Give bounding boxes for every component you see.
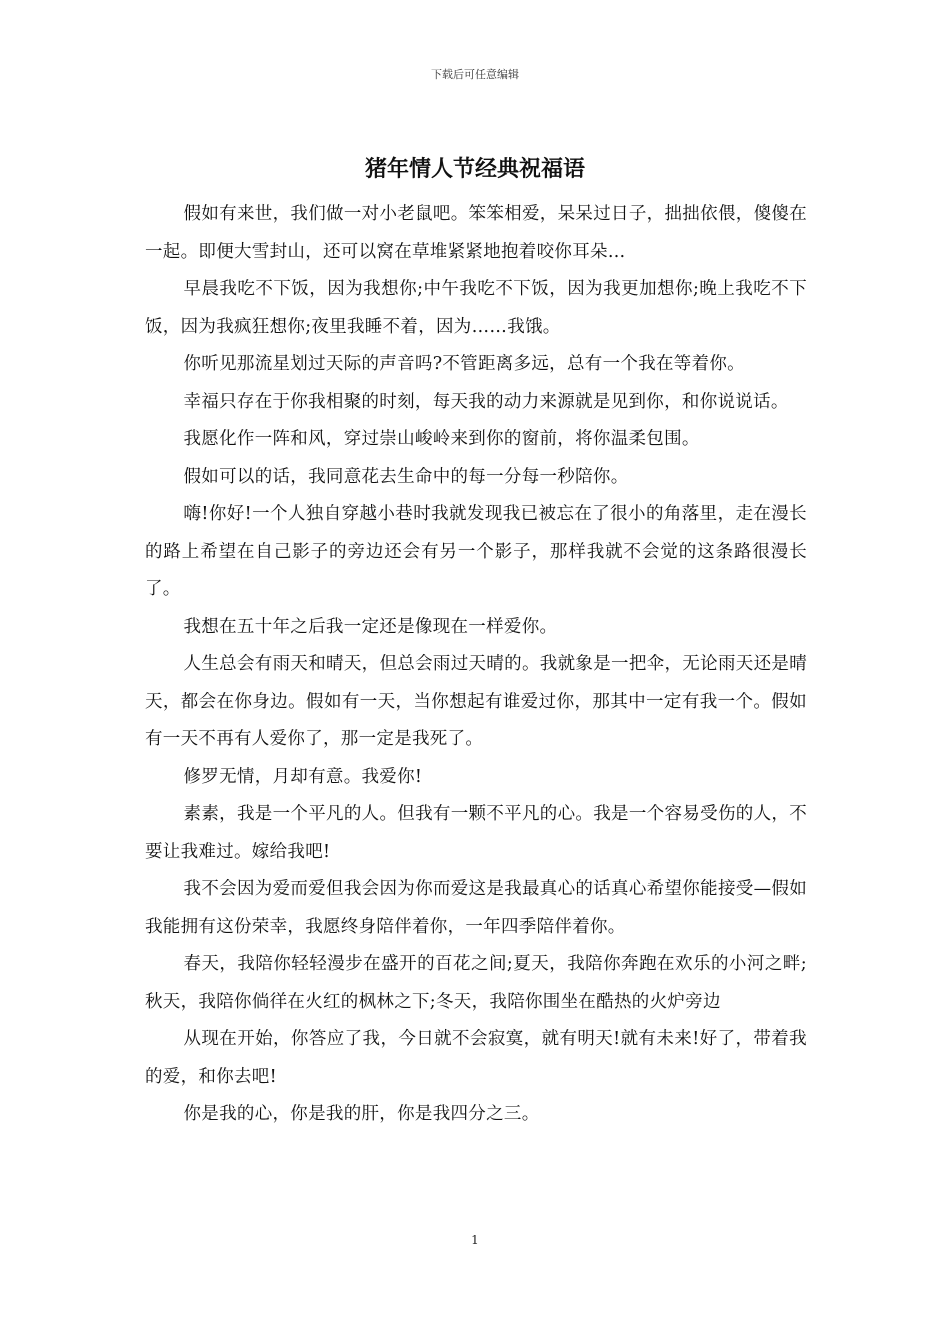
document-title: 猪年情人节经典祝福语	[364, 157, 585, 182]
paragraph: 修罗无情，月却有意。我爱你!	[183, 766, 423, 787]
paragraph: 幸福只存在于你我相聚的时刻，每天我的动力来源就是见到你，和你说说话。	[183, 391, 789, 412]
page-number: 1	[471, 1233, 479, 1247]
paragraph: 早晨我吃不下饭，因为我想你;中午我吃不下饭，因为我更加想你;晚上我吃不下饭，因为我疯狂想你;夜里我睡不着，因为……我饿。	[145, 279, 807, 337]
paragraph: 从现在开始，你答应了我，今日就不会寂寞，就有明天!就有未来!好了，带着我的爱，和你去吧!	[145, 1029, 807, 1087]
paragraph: 我想在五十年之后我一定还是像现在一样爱你。	[183, 616, 558, 637]
paragraph: 春天，我陪你轻轻漫步在盛开的百花之间;夏天，我陪你奔跑在欢乐的小河之畔;秋天，我陪你倘徉在火红的枫林之下;冬天，我陪你围坐在酷热的火炉旁边	[145, 954, 807, 1012]
paragraph: 你听见那流星划过天际的声音吗?不管距离多远，总有一个我在等着你。	[183, 354, 745, 374]
paragraph: 假如可以的话，我同意花去生命中的每一分每一秒陪你。	[183, 466, 629, 487]
paragraph: 我愿化作一阵和风，穿过崇山峻岭来到你的窗前，将你温柔包围。	[183, 429, 700, 449]
document-body	[145, 196, 807, 1134]
paragraph: 素素，我是一个平凡的人。但我有一颗不平凡的心。我是一个容易受伤的人，不要让我难过。嫁给我吧!	[145, 804, 807, 862]
paragraph: 假如有来世，我们做一对小老鼠吧。笨笨相爱，呆呆过日子，拙拙依偎，傻傻在一起。即便大雪封山，还可以窝在草堆紧紧地抱着咬你耳朵…	[145, 204, 807, 262]
paragraph: 我不会因为爱而爱但我会因为你而爱这是我最真心的话真心希望你能接受—假如我能拥有这份荣幸，我愿终身陪伴着你，一年四季陪伴着你。	[145, 879, 807, 937]
paragraph: 人生总会有雨天和晴天，但总会雨过天晴的。我就象是一把伞，无论雨天还是晴天，都会在你身边。假如有一天，当你想起有谁爱过你，那其中一定有我一个。假如有一天不再有人爱你了，那一定是我死了。	[145, 654, 807, 749]
page-header: 下载后可任意编辑	[431, 68, 519, 81]
paragraph: 你是我的心，你是我的肝，你是我四分之三。	[183, 1104, 540, 1124]
paragraph: 嗨!你好!一个人独自穿越小巷时我就发现我已被忘在了很小的角落里，走在漫长的路上希望在自己影子的旁边还会有另一个影子，那样我就不会觉的这条路很漫长了。	[145, 504, 807, 599]
